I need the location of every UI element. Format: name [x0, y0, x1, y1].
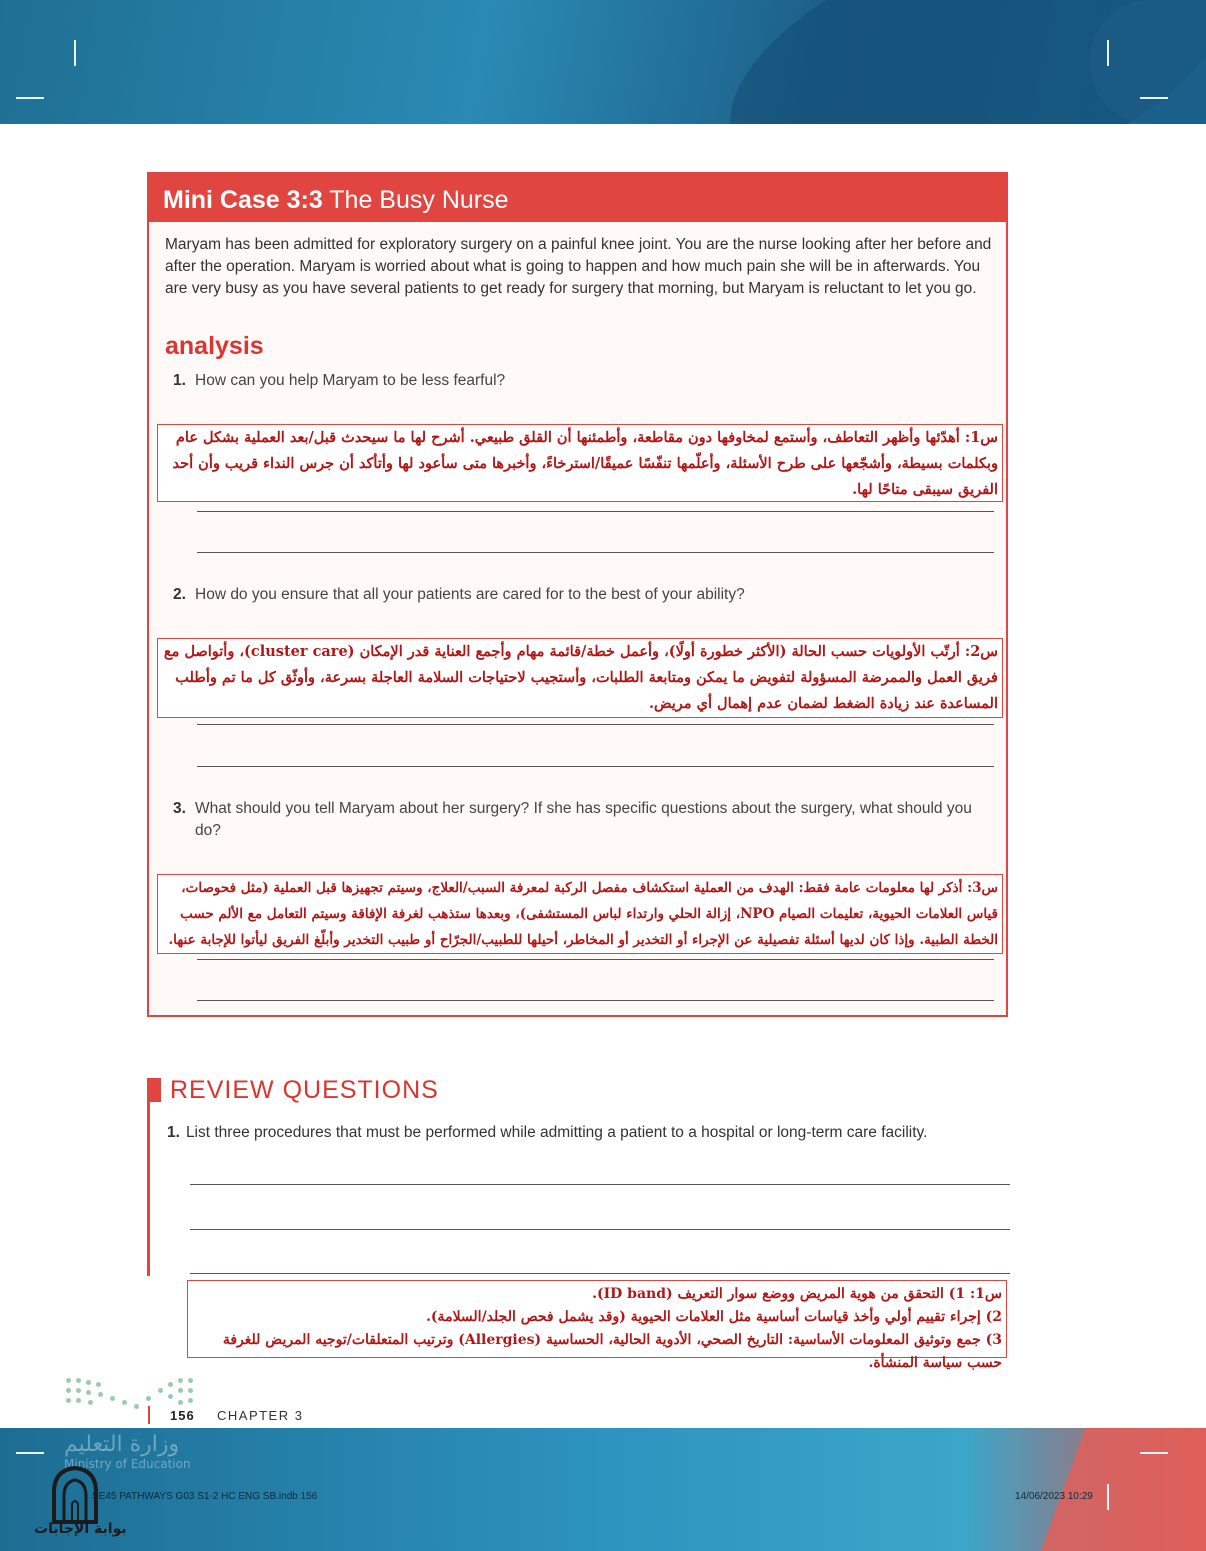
- crop-mark: [1107, 1484, 1109, 1510]
- chapter-label: CHAPTER 3: [217, 1408, 304, 1423]
- page-separator: [148, 1406, 150, 1424]
- question-number: 1.: [167, 1124, 180, 1141]
- page-number: 156: [170, 1408, 195, 1423]
- review-answer-line: س1: 1) التحقق من هوية المريض ووضع سوار التعريف (ID band).: [592, 1286, 1002, 1302]
- mosque-logo-icon: [40, 1464, 110, 1524]
- mini-case-title: The Busy Nurse: [322, 186, 509, 214]
- question-text: How do you ensure that all your patients are cared for to the best of your ability?: [195, 586, 745, 603]
- answer-box-3[interactable]: س3: أذكر لها معلومات عامة فقط: الهدف من العملية استكشاف مفصل الركبة لمعرفة السبب/العلاج، وسيتم تجهيزها قبل العملية (مثل فحوصات، قياس العلامات الحيوية، تعليمات الصيام NPO، إزالة الحلي وارتداء لباس المستشفى)، وبعدها ستذهب لغرفة الإفاقة وسيتم التعامل مع الألم حسب الخطة الطبية. وإذا كان لديها أسئلة تفصيلية عن الإجراء أو التخدير أو المخاطر، أحيلها للطبيب/الجرّاح أو طبيب التخدير وأبلّغ الفريق ليأتوا للإجابة عنها.: [157, 874, 1003, 954]
- crop-mark: [16, 1452, 44, 1454]
- answer-line: [197, 1000, 994, 1001]
- answer-line: [197, 959, 994, 960]
- question-2: [173, 584, 993, 606]
- answer-line: [190, 1229, 1010, 1230]
- mini-case-label: Mini Case 3:3: [163, 186, 323, 214]
- answer-box-1[interactable]: س1: أهدّئها وأظهر التعاطف، وأستمع لمخاوفها دون مقاطعة، وأطمئنها أن القلق طبيعي. أشرح لها ما سيحدث قبل/بعد العملية بشكل عام وبكلمات بسيطة، وأشجّعها على طرح الأسئلة، وأعلّمها تنفّسًا عميقًا/استرخاءً، وأخبرها متى سأعود لها وأتأكد أن جرس النداء قريب وأن أحد الفريق سيبقى متاحًا لها.: [157, 424, 1003, 502]
- answer-line: [197, 766, 994, 767]
- answer-line: [190, 1184, 1010, 1185]
- file-name: SE45 PATHWAYS G03 S1-2 HC ENG SB.indb 156: [92, 1491, 318, 1502]
- crop-mark: [1107, 40, 1109, 66]
- banner-shape: [1024, 1428, 1206, 1551]
- answer-line: [197, 552, 994, 553]
- crop-mark: [1140, 1452, 1168, 1454]
- review-answer-line: 3) جمع وتوثيق المعلومات الأساسية: التاريخ الصحي، الأدوية الحالية، الحساسية (Allergies) وترتيب المتعلقات/توجيه المريض للغرفة حسب سياسة المنشأة.: [222, 1332, 1002, 1371]
- review-question-1: [167, 1124, 1017, 1142]
- review-questions-heading: REVIEW QUESTIONS: [170, 1076, 439, 1104]
- answer-line: [197, 724, 994, 725]
- question-3: [173, 798, 993, 842]
- analysis-heading: analysis: [165, 332, 264, 360]
- answer-line: [190, 1273, 1010, 1274]
- logo-text: بوابة الإجابات: [34, 1521, 127, 1537]
- review-accent-bar: [147, 1078, 161, 1102]
- date-stamp: 14/06/2023 10:29: [1015, 1491, 1093, 1502]
- question-text: What should you tell Maryam about her surgery? If she has specific questions about the surgery, what should you do?: [195, 800, 972, 839]
- question-text: How can you help Maryam to be less fearful?: [195, 372, 506, 389]
- crop-mark: [74, 40, 76, 66]
- mini-case-box: [147, 172, 1008, 1017]
- ministry-name-ar: وزارة التعليم: [64, 1432, 180, 1457]
- review-side-line: [147, 1100, 150, 1276]
- question-number: 1.: [173, 372, 186, 389]
- question-number: 2.: [173, 586, 186, 603]
- crop-mark: [16, 97, 44, 99]
- answer-line: [197, 511, 994, 512]
- question-1: [173, 370, 993, 392]
- review-answer-line: 2) إجراء تقييم أولي وأخذ قياسات أساسية مثل العلامات الحيوية (وقد يشمل فحص الجلد/السلامة).: [426, 1309, 1002, 1325]
- mini-case-header: [149, 174, 1006, 222]
- answer-box-2[interactable]: س2: أرتّب الأولويات حسب الحالة (الأكثر خطورة أولًا)، وأعمل خطة/قائمة مهام وأجمع العناية قدر الإمكان (cluster care)، وأتواصل مع فريق العمل والممرضة المسؤولة لتفويض ما يمكن ومتابعة الطلبات، وأستجيب لاحتياجات السلامة العاجلة بسرعة، وأوثّق كل ما تم وأطلب المساعدة عند زيادة الضغط لضمان عدم إهمال أي مريض.: [157, 638, 1003, 718]
- top-banner: [0, 0, 1206, 124]
- review-answer-box[interactable]: [187, 1280, 1007, 1371]
- case-intro: Maryam has been admitted for exploratory surgery on a painful knee joint. You are the nurse looking after her before and after the operation. Maryam is worried about what is going to happen and how much pain she will be in afterwards. You are very busy as you have several patients to get ready for surgery that morning, but Maryam is reluctant to let you go.: [165, 236, 992, 297]
- crop-mark: [1140, 97, 1168, 99]
- question-number: 3.: [173, 800, 186, 817]
- question-text: List three procedures that must be performed while admitting a patient to a hospital or long-term care facility.: [185, 1124, 928, 1141]
- ministry-name-en: Ministry of Education: [64, 1457, 191, 1471]
